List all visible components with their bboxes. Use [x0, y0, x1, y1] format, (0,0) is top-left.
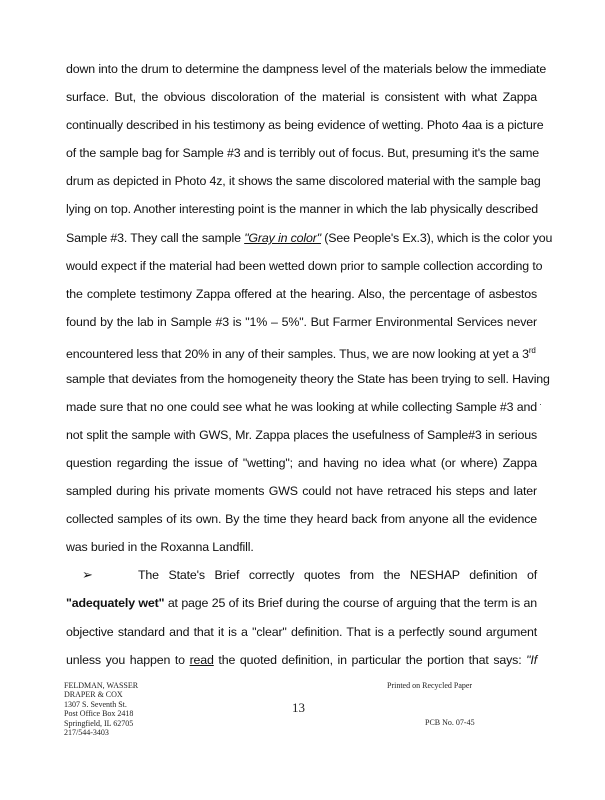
firm-line: FELDMAN, WASSER: [64, 681, 139, 690]
firm-line: Springfield, IL 62705: [64, 718, 134, 728]
law-firm-footer: [64, 681, 138, 737]
body-line: the complete testimony Zappa offered at the hearing. Also, the percentage of asbestos: [66, 287, 537, 301]
body-line: surface. But, the obvious discoloration of the material is consistent with what Zappa: [66, 90, 537, 104]
quoted-gray-in-color: "Gray in color": [244, 231, 321, 245]
firm-line: 217/544-3403: [64, 728, 109, 738]
body-line: lying on top. Another interesting point is the manner in which the lab physically described: [66, 202, 538, 216]
printed-on-recycled-note: Printed on Recycled Paper: [387, 681, 473, 690]
body-line: found by the lab in Sample #3 is "1% – 5%". But Farmer Environmental Services never: [66, 315, 537, 329]
body-line-with-superscript: [66, 343, 537, 362]
body-line: question regarding the issue of "wetting"; and having no idea what (or where) Zappa: [66, 456, 537, 470]
firm-line: 1307 S. Seventh St.: [64, 699, 127, 709]
firm-line: Post Office Box 2418: [64, 709, 134, 719]
body-line: down into the drum to determine the dampness level of the materials below the immediate: [66, 62, 547, 76]
body-line-with-bold: [66, 596, 537, 611]
body-line: The State's Brief correctly quotes from the NESHAP definition of: [138, 568, 537, 582]
line-text: the quoted definition, in particular the portion that says:: [213, 653, 527, 667]
body-line-with-quote: [66, 231, 553, 246]
line-text: unless you happen to: [66, 653, 190, 667]
line-text: at page 25 of its Brief during the course of arguing that the term is an: [164, 596, 537, 610]
firm-line: DRAPER & COX: [64, 690, 123, 700]
underlined-word: read: [189, 653, 214, 667]
body-line: not split the sample with GWS, Mr. Zappa places the usefulness of Sample#3 in serious: [66, 428, 537, 442]
scan-speck: [540, 404, 541, 405]
italic-quote-start: "If: [526, 653, 537, 667]
arrow-bullet-icon: ➢: [82, 567, 93, 582]
body-line: drum as depicted in Photo 4z, it shows the same discolored material with the sample bag: [66, 174, 541, 188]
case-number: PCB No. 07-45: [425, 718, 475, 727]
bold-term: "adequately wet": [66, 596, 165, 610]
body-line: made sure that no one could see what he was looking at while collecting Sample #3 and: [66, 400, 537, 414]
line-text: (See People's Ex.3), which is the color you: [320, 231, 553, 245]
body-line-with-underline: [66, 653, 537, 668]
body-line: objective standard and that it is a "clear" definition. That is a perfectly sound argument: [66, 625, 537, 639]
body-line: continually described in his testimony as being evidence of wetting. Photo 4aa is a picture: [66, 118, 544, 132]
body-line: sample that deviates from the homogeneity theory the State has been trying to sell. Having: [66, 372, 550, 386]
line-text: encountered less that 20% in any of their samples. Thus, we are now looking at yet a 3: [66, 347, 529, 362]
page-number: 13: [292, 700, 305, 715]
line-text: Sample #3. They call the sample: [66, 231, 245, 245]
body-line: would expect if the material had been wetted down prior to sample collection according to: [66, 259, 543, 273]
body-line: of the sample bag for Sample #3 and is terribly out of focus. But, presuming it's the same: [66, 146, 540, 160]
body-line: sampled during his private moments GWS could not have retraced his steps and later: [66, 484, 537, 498]
body-line: was buried in the Roxanna Landfill.: [66, 540, 254, 554]
ordinal-superscript: rd: [528, 346, 536, 355]
body-line: collected samples of its own. By the time they heard back from anyone all the evidence: [66, 512, 537, 526]
